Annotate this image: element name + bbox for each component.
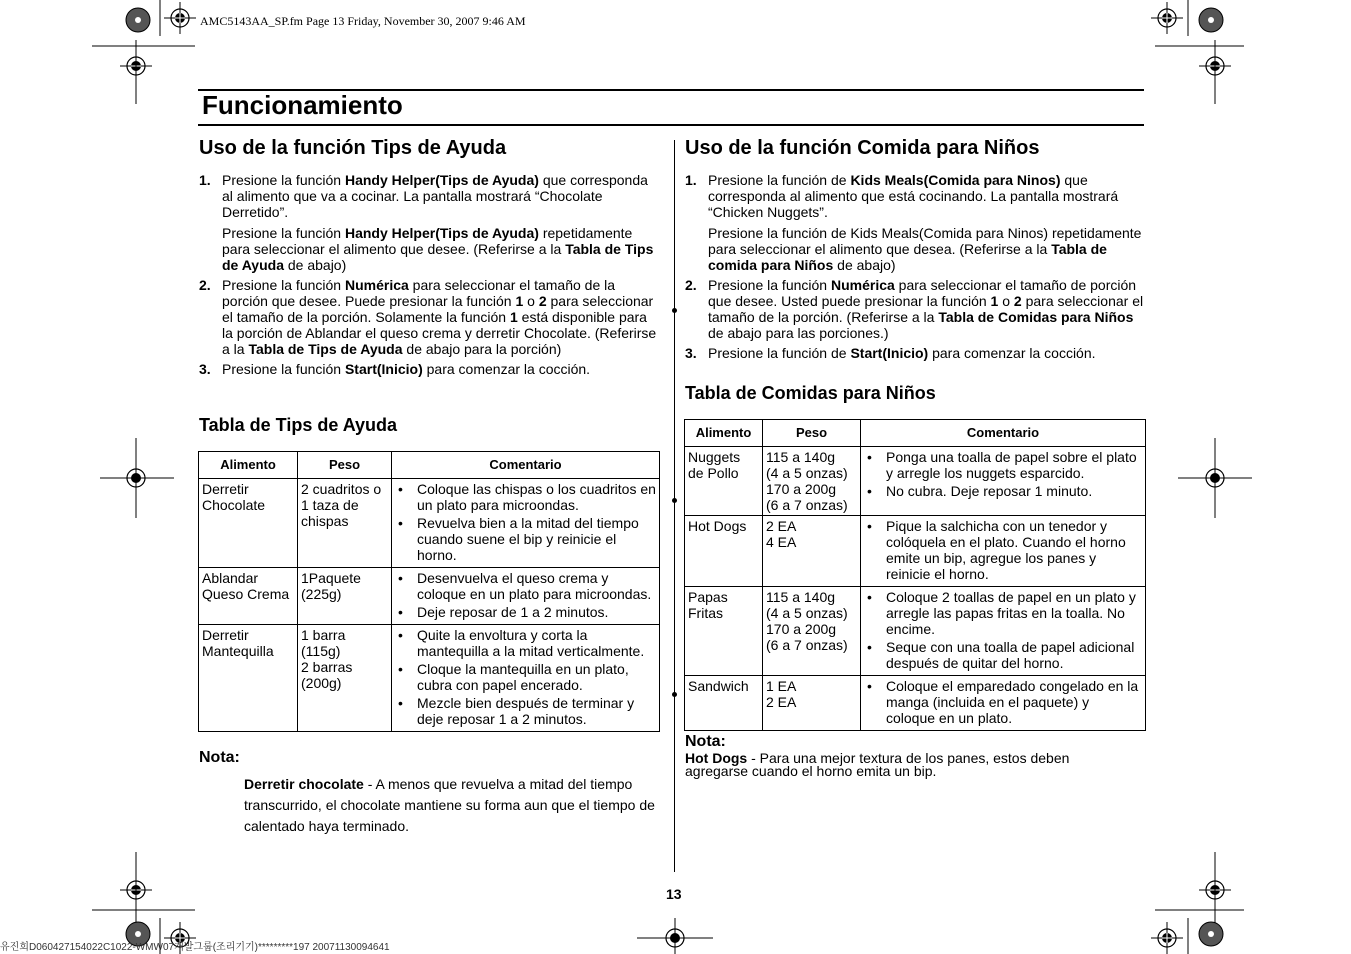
text-run: para seleccionar el tamaño de la porción. (Referirse a la — [708, 293, 1144, 325]
comment-item: • Coloque el emparedado congelado en la manga (incluida en el paquete) y coloque en un plato. — [864, 678, 1142, 726]
comment-list — [864, 678, 1142, 726]
weight-line: 170 a 200g — [766, 621, 837, 637]
step-number: 3. — [685, 345, 697, 361]
text-run: de abajo para la porción) — [402, 341, 562, 357]
comment-list — [395, 481, 656, 563]
bold-text: 2 — [538, 293, 547, 309]
food-line: Mantequilla — [202, 643, 274, 659]
step-item — [685, 277, 1145, 341]
left-section-heading: Uso de la función Tips de Ayuda — [199, 137, 507, 159]
right-table-title: Tabla de Comidas para Niños — [685, 383, 936, 403]
comment-list — [864, 518, 1142, 582]
food-line: Queso Crema — [202, 586, 290, 602]
text-run: está disponible para la porción de Ablandar el queso crema y derretir Chocolate. (Referirse a la — [222, 309, 657, 357]
bold-text: Hot Dogs — [685, 750, 748, 766]
food-line: Derretir — [202, 481, 249, 497]
weight-line: 4 EA — [766, 534, 797, 550]
comment-item: • Quite la envoltura y corta la mantequilla a la mitad verticalmente. — [395, 627, 656, 659]
column-divider — [674, 140, 675, 872]
food-line: Hot Dogs — [688, 518, 747, 534]
food-line: Sandwich — [688, 678, 749, 694]
step-paragraph — [708, 225, 1145, 273]
text-run: para seleccionar el tamaño de porción que desee. Usted puede presionar la función — [708, 277, 1137, 309]
table-row — [685, 676, 1146, 731]
comment-cell — [861, 587, 1146, 676]
col-header-peso: Peso — [763, 420, 861, 447]
weight-cell — [763, 447, 861, 516]
comment-list — [864, 589, 1142, 671]
comment-item: • Seque con una toalla de papel adicional después de quitar del horno. — [864, 639, 1142, 671]
weight-line: 2 cuadritos o — [301, 481, 382, 497]
food-cell — [685, 676, 763, 731]
col-header-comentario: Comentario — [392, 452, 660, 479]
text-run: o — [998, 293, 1014, 309]
text-run: de abajo) — [833, 257, 896, 273]
text-run: Presione la función de — [708, 172, 851, 188]
page-number: 13 — [666, 886, 682, 902]
text-run: Presione la función — [222, 172, 345, 188]
comment-item: • Ponga una toalla de papel sobre el plato y arregle los nuggets esparcido. — [864, 449, 1142, 481]
comment-item: • Coloque las chispas o los cuadritos en un plato para microondas. — [395, 481, 656, 513]
right-section-heading: Uso de la función Comida para Niños — [685, 137, 1040, 159]
kids-meals-table — [684, 419, 1146, 731]
col-header-peso: Peso — [298, 452, 392, 479]
weight-line: (6 a 7 onzas) — [766, 497, 848, 513]
step-paragraph — [222, 277, 659, 357]
comment-item: • Cloque la mantequilla en un plato, cubra con papel encerado. — [395, 661, 656, 693]
step-item — [199, 277, 659, 357]
right-nota-heading: Nota: — [685, 733, 726, 750]
comment-list — [395, 627, 656, 727]
comment-item: • Deje reposar de 1 a 2 minutos. — [395, 604, 656, 620]
right-steps — [685, 172, 1145, 365]
title-rule-bottom — [198, 124, 1144, 126]
comment-cell — [861, 447, 1146, 516]
weight-line: 115 a 140g — [766, 449, 836, 465]
comment-cell — [861, 676, 1146, 731]
food-cell — [685, 587, 763, 676]
tips-table — [198, 451, 660, 732]
left-nota-text — [244, 774, 664, 837]
text-run: Presione la función — [222, 361, 345, 377]
text-run: Presione la función de Kids Meals(Comida para Ninos) repetidamente para seleccionar el alimento que desea. (Referirse a la — [708, 225, 1142, 257]
bold-text: Kids Meals(Comida para Ninos) — [850, 172, 1061, 188]
step-item — [199, 172, 659, 273]
comment-list — [395, 570, 656, 620]
file-header: AMC5143AA_SP.fm Page 13 Friday, November 30, 2007 9:46 AM — [200, 14, 526, 28]
weight-cell — [763, 516, 861, 587]
weight-line: 1Paquete — [301, 570, 361, 586]
step-paragraph — [708, 345, 1145, 361]
step-item — [685, 172, 1145, 273]
food-line: de Pollo — [688, 465, 739, 481]
right-nota-text — [685, 752, 1105, 778]
comment-list — [864, 449, 1142, 499]
food-cell — [199, 625, 298, 732]
step-paragraph — [708, 277, 1145, 341]
text-run: para seleccionar el tamaño de la porción. Solamente la función — [222, 293, 654, 325]
bold-text: Tabla de Comidas para Niños — [938, 309, 1134, 325]
weight-line: 115 a 140g — [766, 589, 836, 605]
weight-line: 1 barra — [301, 627, 346, 643]
weight-line: (4 a 5 onzas) — [766, 465, 848, 481]
text-run: o — [523, 293, 539, 309]
bold-text: 1 — [515, 293, 524, 309]
col-header-alimento: Alimento — [199, 452, 298, 479]
comment-cell — [392, 568, 660, 625]
col-header-alimento: Alimento — [685, 420, 763, 447]
weight-line: (4 a 5 onzas) — [766, 605, 848, 621]
text-run: Presione la función — [222, 225, 345, 241]
food-line: Ablandar — [202, 570, 259, 586]
step-number: 2. — [685, 277, 697, 293]
bold-text: Derretir chocolate — [244, 776, 364, 792]
bold-text: Numérica — [830, 277, 895, 293]
bold-text: Numérica — [344, 277, 409, 293]
step-number: 3. — [199, 361, 211, 377]
step-number: 2. — [199, 277, 211, 293]
food-cell — [685, 447, 763, 516]
text-run: para comenzar la cocción. — [928, 345, 1096, 361]
comment-item: • Coloque 2 toallas de papel en un plato y arregle las papas fritas en la toalla. No encime. — [864, 589, 1142, 637]
weight-line: 2 barras — [301, 659, 353, 675]
text-run: Presione la función — [708, 277, 831, 293]
bold-text: 1 — [509, 309, 518, 325]
comment-item: • Mezcle bien después de terminar y deje reposar 1 a 2 minutos. — [395, 695, 656, 727]
table-row — [685, 587, 1146, 676]
comment-item: • Desenvuelva el queso crema y coloque en un plato para microondas. — [395, 570, 656, 602]
bold-text: Start(Inicio) — [344, 361, 423, 377]
weight-line: (200g) — [301, 675, 342, 691]
step-paragraph — [222, 172, 659, 220]
weight-line: 1 taza de — [301, 497, 359, 513]
step-item — [199, 361, 659, 377]
weight-cell — [763, 587, 861, 676]
step-number: 1. — [685, 172, 697, 188]
table-row — [685, 447, 1146, 516]
comment-cell — [392, 625, 660, 732]
comment-item: • Revuelva bien a la mitad del tiempo cuando suene el bip y reinicie el horno. — [395, 515, 656, 563]
text-run: de abajo) — [283, 257, 347, 273]
weight-cell — [763, 676, 861, 731]
weight-line: (225g) — [301, 586, 342, 602]
step-item — [685, 345, 1145, 361]
food-line: Nuggets — [688, 449, 741, 465]
comment-item: • Pique la salchicha con un tenedor y colóquela en el plato. Cuando el horno emite un bip, agregue los panes y reinicie el horno. — [864, 518, 1142, 582]
bold-text: Tabla de Tips de Ayuda — [222, 241, 654, 273]
bold-text: 1 — [990, 293, 999, 309]
text-run: que corresponda al alimento que está cocinando. La pantalla mostrará “Chicken Nuggets”. — [708, 172, 1119, 220]
left-table-title: Tabla de Tips de Ayuda — [199, 415, 398, 435]
food-cell — [685, 516, 763, 587]
food-line: Fritas — [688, 605, 723, 621]
text-run: que corresponda al alimento que va a cocinar. La pantalla mostrará “Chocolate Derretido”. — [222, 172, 648, 220]
text-run: para seleccionar el tamaño de la porción que desee. Puede presionar la función — [222, 277, 616, 309]
food-line: Derretir — [202, 627, 249, 643]
bold-text: Tabla de Tips de Ayuda — [248, 341, 403, 357]
left-nota-heading: Nota: — [199, 749, 240, 766]
weight-line: (115g) — [301, 643, 341, 659]
page-title: Funcionamiento — [202, 90, 403, 120]
table-row — [199, 479, 660, 568]
footer-code: 유진희D060427154022C1022-WMW07개발그룹(조리기기)*********197 20071130094641 — [0, 942, 390, 953]
weight-line: 2 EA — [766, 694, 797, 710]
col-header-comentario: Comentario — [861, 420, 1146, 447]
weight-line: 170 a 200g — [766, 481, 837, 497]
step-paragraph — [222, 361, 659, 377]
weight-cell — [298, 479, 392, 568]
food-line: Chocolate — [202, 497, 266, 513]
table-row — [199, 568, 660, 625]
step-paragraph — [708, 172, 1145, 220]
text-run: para comenzar la cocción. — [422, 361, 591, 377]
table-row — [199, 625, 660, 732]
weight-line: (6 a 7 onzas) — [766, 637, 848, 653]
bold-text: Tabla de comida para Niños — [708, 241, 1107, 273]
bold-text: 2 — [1013, 293, 1022, 309]
comment-cell — [861, 516, 1146, 587]
weight-line: 1 EA — [766, 678, 797, 694]
table-row — [685, 516, 1146, 587]
weight-cell — [298, 625, 392, 732]
step-number: 1. — [199, 172, 211, 188]
text-run: - Para una mejor textura de los panes, estos deben agregarse cuando el horno emita un bip. — [685, 750, 1070, 779]
food-cell — [199, 479, 298, 568]
text-run: Presione la función de — [708, 345, 851, 361]
weight-line: 2 EA — [766, 518, 797, 534]
text-run: de abajo para las porciones.) — [708, 325, 889, 341]
text-run: Presione la función — [222, 277, 345, 293]
weight-line: chispas — [301, 513, 349, 529]
bold-text: Handy Helper(Tips de Ayuda) — [344, 172, 539, 188]
weight-cell — [298, 568, 392, 625]
bold-text: Handy Helper(Tips de Ayuda) — [344, 225, 539, 241]
left-steps — [199, 172, 659, 381]
text-run: - A menos que revuelva a mitad del tiempo transcurrido, el chocolate mantiene su forma aun que el tiempo de calentado haya terminado. — [244, 776, 655, 834]
step-paragraph — [222, 225, 659, 273]
food-cell — [199, 568, 298, 625]
bold-text: Start(Inicio) — [850, 345, 929, 361]
comment-cell — [392, 479, 660, 568]
comment-item: • No cubra. Deje reposar 1 minuto. — [864, 483, 1142, 499]
food-line: Papas — [688, 589, 728, 605]
text-run: repetidamente para seleccionar el alimento que desee. (Referirse a la — [222, 225, 633, 257]
